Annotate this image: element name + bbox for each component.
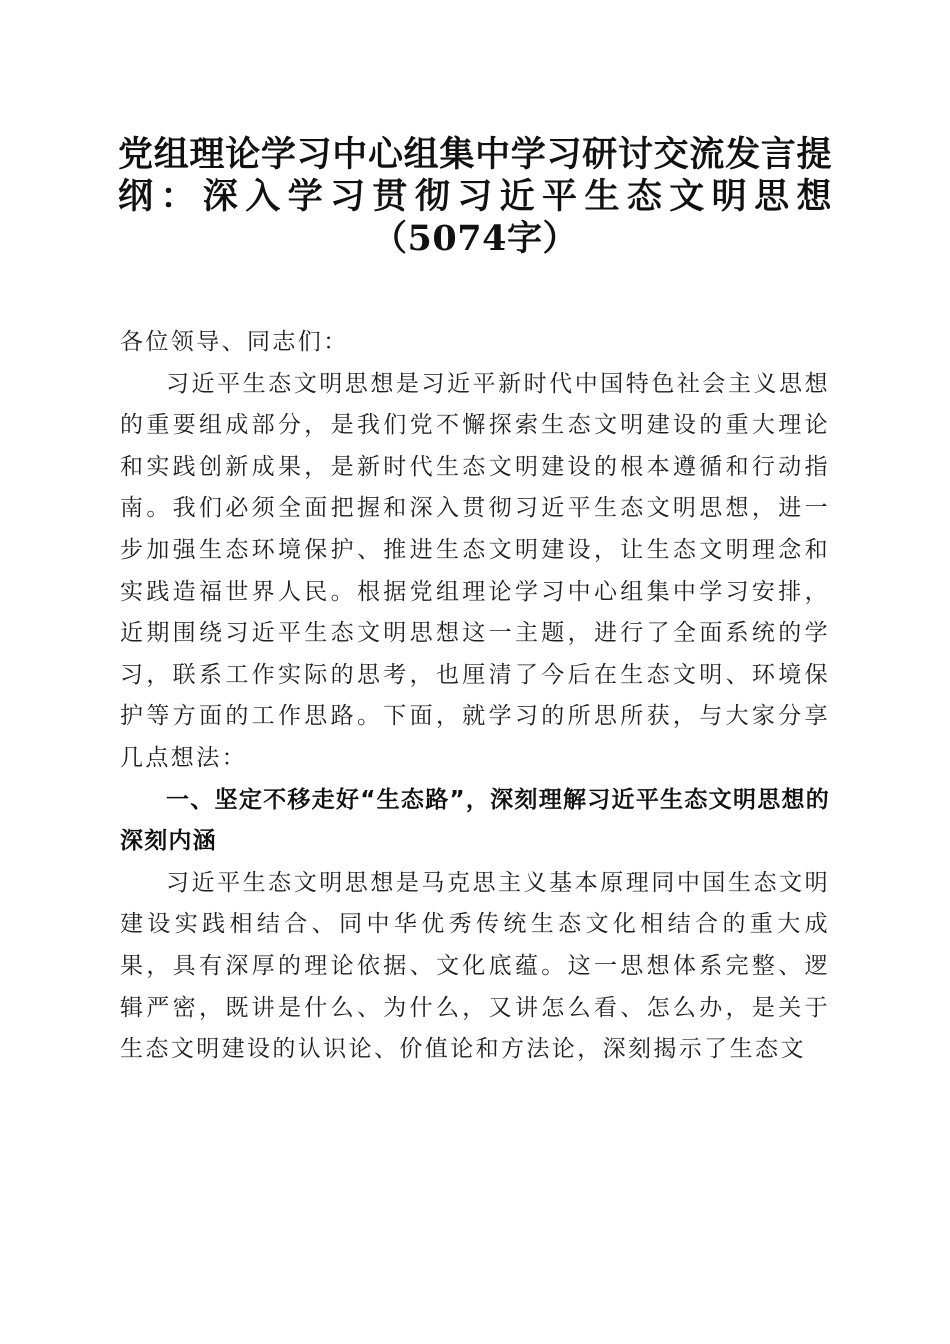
salutation: 各位领导、同志们：: [120, 329, 349, 355]
document-body: [120, 322, 830, 1071]
intro-paragraph: 习近平生态文明思想是习近平新时代中国特色社会主义思想的重要组成部分，是我们党不懈探索生态文明建设的重大理论和实践创新成果，是新时代生态文明建设的根本遵循和行动指南。我们必须全面把握和深入贯彻习近平生态文明思想，进一步加强生态环境保护、推进生态文明建设，让生态文明理念和实践造福世界人民。根据党组理论学习中心组集中学习安排，近期围绕习近平生态文明思想这一主题，进行了全面系统的学习，联系工作实际的思考，也厘清了今后在生态文明、环境保护等方面的工作思路。下面，就学习的所思所获，与大家分享几点想法：: [120, 370, 830, 771]
section-paragraph-1: 习近平生态文明思想是马克思主义基本原理同中国生态文明建设实践相结合、同中华优秀传统生态文化相结合的重大成果，具有深厚的理论依据、文化底蕴。这一思想体系完整、逻辑严密，既讲是什么、为什么，又讲怎么看、怎么办，是关于生态文明建设的认识论、价值论和方法论，深刻揭示了生态文: [120, 869, 830, 1063]
section-heading-1: 一、坚定不移走好“生态路”，深刻理解习近平生态文明思想的深刻内涵: [120, 786, 830, 855]
document-title: 党组理论学习中心组集中学习研讨交流发言提纲：深入学习贯彻习近平生态文明思想（5074字）: [118, 134, 832, 259]
